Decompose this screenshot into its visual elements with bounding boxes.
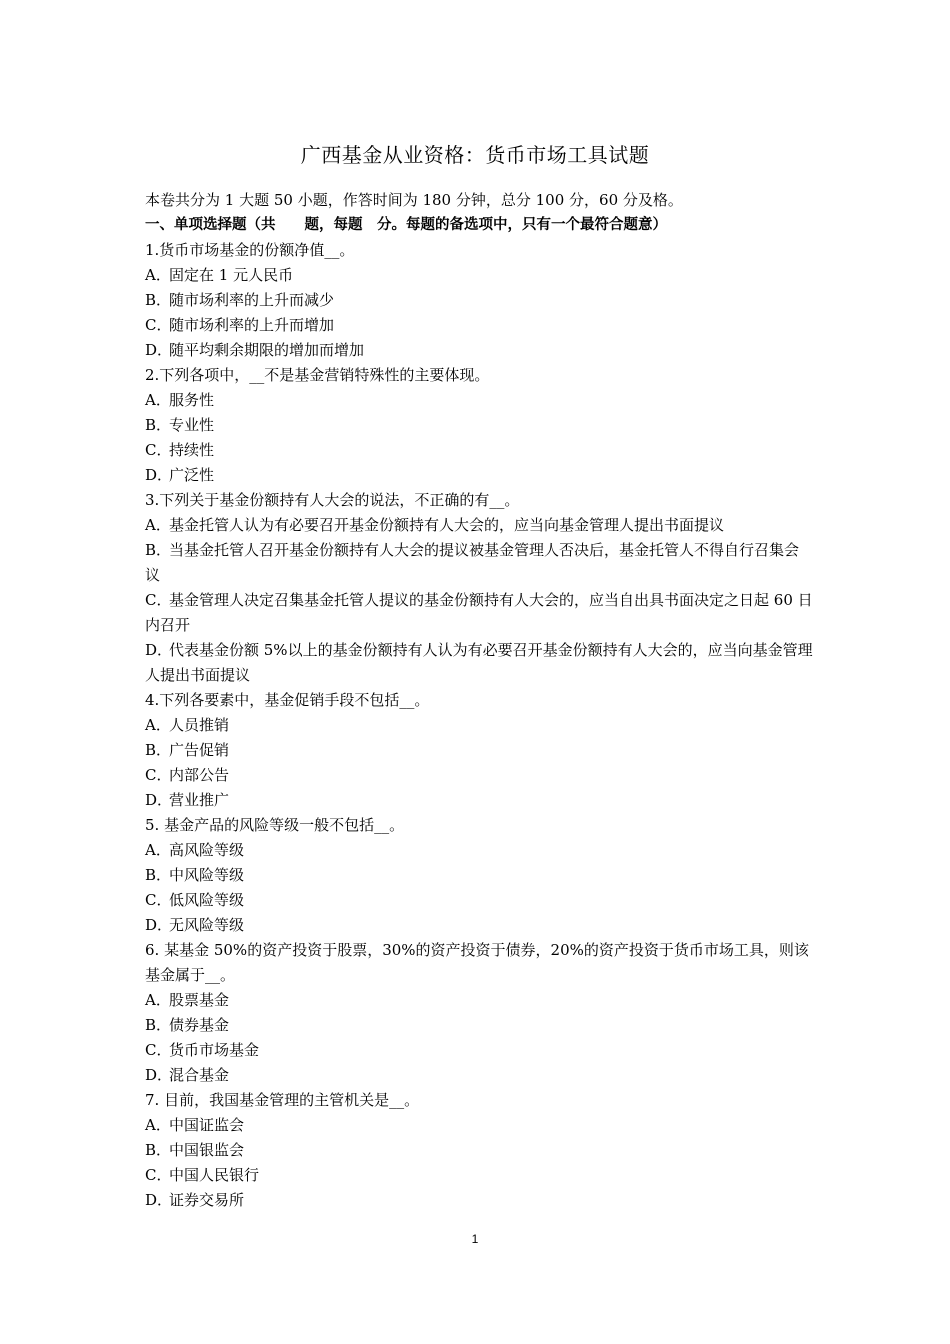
option-letter: A．	[145, 266, 171, 284]
answer-option	[145, 888, 813, 913]
option-text: 基金托管人认为有必要召开基金份额持有人大会的，应当向基金管理人提出书面提议	[169, 516, 725, 534]
question	[145, 1088, 813, 1213]
option-text: 广告促销	[169, 741, 230, 759]
answer-option	[145, 838, 813, 863]
answer-option	[145, 638, 813, 688]
answer-option	[145, 438, 813, 463]
option-text: 持续性	[169, 441, 215, 459]
question-stem: 2.下列各项中，__不是基金营销特殊性的主要体现。	[145, 366, 490, 384]
option-letter: B．	[145, 1141, 172, 1159]
option-text: 股票基金	[169, 991, 230, 1009]
option-letter: B．	[145, 541, 172, 559]
option-text: 服务性	[169, 391, 215, 409]
option-letter: C．	[145, 766, 172, 784]
answer-option	[145, 513, 813, 538]
answer-option	[145, 1063, 813, 1088]
option-text: 人员推销	[169, 716, 230, 734]
option-text: 高风险等级	[169, 841, 245, 859]
answer-option	[145, 738, 813, 763]
question	[145, 238, 813, 363]
option-letter: D．	[145, 641, 173, 659]
option-text: 固定在 1 元人民币	[169, 266, 294, 284]
option-letter: C．	[145, 1041, 172, 1059]
document-title: 广西基金从业资格：货币市场工具试题	[300, 143, 650, 167]
question	[145, 813, 813, 938]
question	[145, 488, 813, 688]
option-letter: C．	[145, 1166, 172, 1184]
option-letter: B．	[145, 291, 172, 309]
answer-option	[145, 788, 813, 813]
option-text: 货币市场基金	[169, 1041, 260, 1059]
option-text: 内部公告	[169, 766, 230, 784]
answer-option	[145, 763, 813, 788]
answer-option	[145, 388, 813, 413]
option-text: 基金管理人决定召集基金托管人提议的基金份额持有人大会的，应当自出具书面决定之日起 60 日内召开	[145, 591, 813, 634]
question-stem: 4.下列各要素中，基金促销手段不包括__。	[145, 691, 430, 709]
option-letter: D．	[145, 466, 173, 484]
option-text: 代表基金份额 5%以上的基金份额持有人认为有必要召开基金份额持有人大会的，应当向基金管理人提出书面提议	[145, 641, 813, 684]
option-text: 中国人民银行	[169, 1166, 260, 1184]
option-letter: C．	[145, 591, 172, 609]
option-text: 低风险等级	[169, 891, 245, 909]
answer-option	[145, 1113, 813, 1138]
question	[145, 688, 813, 813]
option-letter: B．	[145, 741, 172, 759]
answer-option	[145, 338, 813, 363]
option-text: 广泛性	[169, 466, 215, 484]
answer-option	[145, 713, 813, 738]
answer-option	[145, 1188, 813, 1213]
option-letter: C．	[145, 441, 172, 459]
answer-option	[145, 1038, 813, 1063]
answer-option	[145, 588, 813, 638]
answer-option	[145, 413, 813, 438]
page-number: 1	[471, 1232, 479, 1246]
option-text: 无风险等级	[169, 916, 245, 934]
answer-option	[145, 913, 813, 938]
option-letter: B．	[145, 1016, 172, 1034]
option-text: 中风险等级	[169, 866, 245, 884]
question-stem: 7. 目前，我国基金管理的主管机关是__。	[145, 1091, 420, 1109]
option-letter: B．	[145, 416, 172, 434]
question-stem: 5. 基金产品的风险等级一般不包括__。	[145, 816, 405, 834]
answer-option	[145, 988, 813, 1013]
option-text: 当基金托管人召开基金份额持有人大会的提议被基金管理人否决后，基金托管人不得自行召集会议	[145, 541, 800, 584]
option-letter: D．	[145, 341, 173, 359]
option-letter: D．	[145, 916, 173, 934]
option-text: 证券交易所	[169, 1191, 245, 1209]
answer-option	[145, 1013, 813, 1038]
option-text: 随平均剩余期限的增加而增加	[169, 341, 365, 359]
document-body	[145, 188, 813, 1213]
answer-option	[145, 463, 813, 488]
answer-option	[145, 538, 813, 588]
question-stem: 1.货币市场基金的份额净值__。	[145, 241, 355, 259]
option-text: 营业推广	[169, 791, 230, 809]
answer-option	[145, 263, 813, 288]
answer-option	[145, 863, 813, 888]
option-text: 债券基金	[169, 1016, 230, 1034]
option-letter: A．	[145, 841, 171, 859]
option-letter: C．	[145, 316, 172, 334]
option-letter: A．	[145, 716, 171, 734]
option-letter: C．	[145, 891, 172, 909]
answer-option	[145, 1163, 813, 1188]
section-heading: 一、单项选择题（共 题，每题 分。每题的备选项中，只有一个最符合题意）	[145, 217, 667, 233]
option-letter: D．	[145, 1191, 173, 1209]
question-stem: 3.下列关于基金份额持有人大会的说法，不正确的有__。	[145, 491, 520, 509]
question	[145, 363, 813, 488]
option-letter: A．	[145, 1116, 171, 1134]
answer-option	[145, 1138, 813, 1163]
option-letter: A．	[145, 516, 171, 534]
question-stem: 6. 某基金 50%的资产投资于股票，30%的资产投资于债券，20%的资产投资于货币市场工具，则该基金属于__。	[145, 941, 809, 984]
answer-option	[145, 313, 813, 338]
option-text: 中国证监会	[169, 1116, 245, 1134]
option-text: 随市场利率的上升而减少	[169, 291, 335, 309]
question	[145, 938, 813, 1088]
option-letter: B．	[145, 866, 172, 884]
option-text: 专业性	[169, 416, 215, 434]
exam-intro: 本卷共分为 1 大题 50 小题，作答时间为 180 分钟，总分 100 分，60 分及格。	[145, 191, 683, 209]
option-text: 中国银监会	[169, 1141, 245, 1159]
option-text: 随市场利率的上升而增加	[169, 316, 335, 334]
answer-option	[145, 288, 813, 313]
option-letter: A．	[145, 991, 171, 1009]
option-letter: A．	[145, 391, 171, 409]
option-text: 混合基金	[169, 1066, 230, 1084]
option-letter: D．	[145, 791, 173, 809]
option-letter: D．	[145, 1066, 173, 1084]
